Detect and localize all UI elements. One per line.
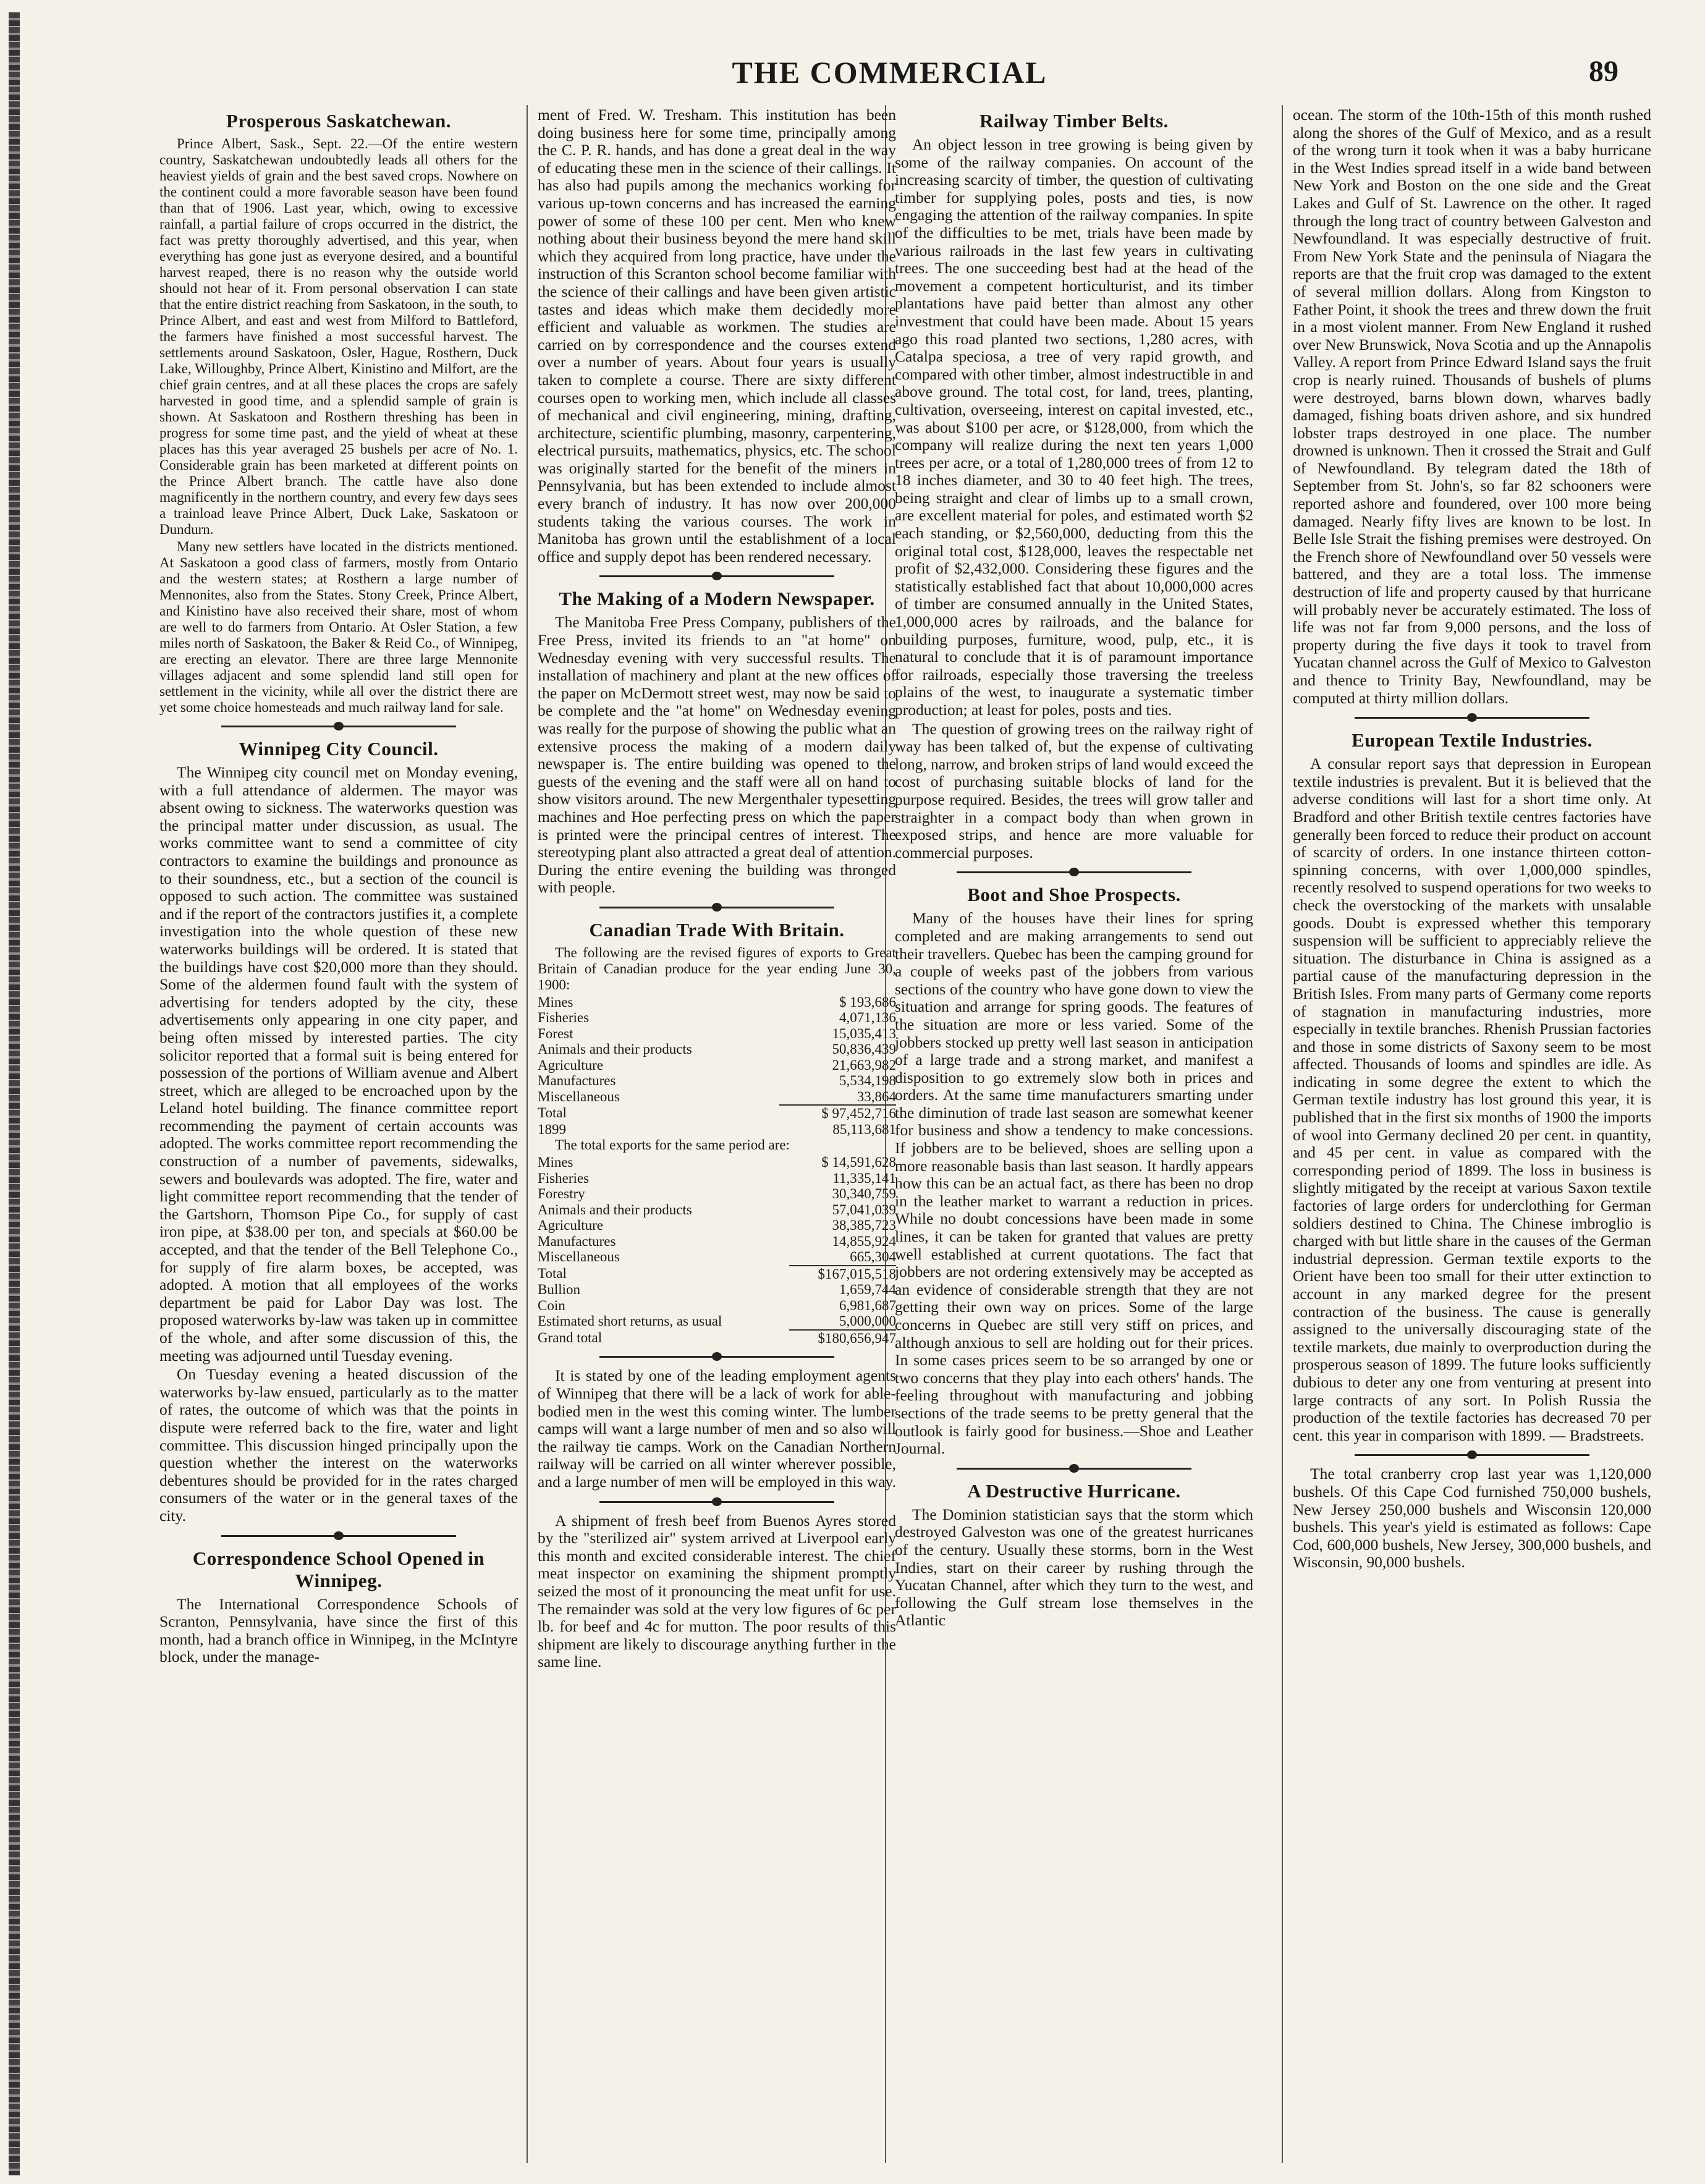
row-value: 21,663,982 — [832, 1057, 896, 1073]
article-title-correspondence-school: Correspondence School Opened in Winnipeg. — [192, 1547, 485, 1591]
row-value: 15,035,413 — [832, 1025, 896, 1041]
article-title-saskatchewan: Prosperous Saskatchewan. — [226, 110, 451, 132]
table-row — [538, 1010, 896, 1026]
article-title-city-council: Winnipeg City Council. — [239, 738, 439, 760]
article-paragraph: The Dominion statistician says that the storm which destroyed Galveston was one of the greatest hurricanes of the century. Usually these storms, born in the West Indies, start on their career by rushing through the Yucatan Channel, after which they turn to the west, and following the Gulf stream lose themselves in the Atlantic — [895, 1505, 1253, 1630]
row-value: 85,113,681 — [832, 1121, 896, 1137]
table-row — [538, 1057, 896, 1073]
row-value: $ 193,686 — [839, 994, 896, 1010]
row-value: 11,335,141 — [832, 1170, 896, 1186]
article-paragraph: ocean. The storm of the 10th-15th of this month rushed along the shores of the Gulf of Mexico, and as a result of the wrong turn it took when it was a baby hurricane in the West Indies spread itself in a wide band between New York and Boston on the one side and the Great Lakes and Gulf of St. Lawrence on the other. It raged through the long tract of country between Galveston and Newfoundland. It was especially destructive of fruit. From New York State and the peninsula of Niagara the reports are that the fruit crop was damaged to the extent of several million dollars. Along from Kingston to Father Point, it shook the trees and threw down the fruit in a most violent manner. From New England it rushed over New Brunswick, Nova Scotia and up the Annapolis Valley. A report from Prince Edward Island says the fruit crop is nearly ruined. Thousands of bushels of plums were destroyed, barns blown down, wharves badly damaged, fishing boats driven ashore, and six hundred lobster traps destroyed in one place. The number drowned is unknown. Then it crossed the Strait and Gulf of Newfoundland. By telegram dated the 18th of September from St. John's, so far 82 schooners were reported ashore and foundered, over 100 more being damaged. Nearly fifty lives are known to be lost. In Belle Isle Strait the fishing premises were destroyed. On the French shore of Newfoundland over 50 vessels were battered, and they are a total loss. The immense destruction of life and property caused by that hurricane will probably never be accurately estimated. The loss of life was not far from 9,000 persons, and the loss of property during the five days it took to travel from Yucatan channel across the Gulf of Mexico to Galveston and thence to Trinity Bay, Newfoundland, may be computed at thirty million dollars. — [1293, 106, 1651, 707]
table-row — [538, 1186, 896, 1202]
row-label: Miscellaneous — [538, 1088, 620, 1104]
article-paragraph: A shipment of fresh beef from Buenos Ayres stored by the "sterilized air" system arrived at Liverpool early this month and excited considerable interest. The chief meat inspector on examining the shipment promptly seized the most of it pronouncing the meat unfit for use. The remainder was sold at the very low figures of 6c per lb. for beef and 4c for mutton. The poor results of this shipment are likely to discourage anything further in the same line. — [538, 1511, 896, 1671]
table-row — [538, 1234, 896, 1250]
table-row — [538, 1073, 896, 1089]
table-row — [538, 1154, 896, 1170]
article-paragraph: The International Correspondence Schools of Scranton, Pennsylvania, have since the first of this month, had a branch office in Winnipeg, in the McIntyre block, under the manage- — [159, 1594, 518, 1666]
article-paragraph: The following are the revised figures of exports to Great Britain of Canadian produce for the year ending June 30, 1900: — [538, 944, 896, 993]
table-row — [538, 1170, 896, 1187]
row-label: Animals and their products — [538, 1041, 692, 1057]
row-label: Manufactures — [538, 1073, 616, 1089]
section-separator — [920, 864, 1229, 880]
table-row — [538, 1202, 896, 1218]
row-label: Total — [538, 1265, 567, 1281]
row-label: Estimated short returns, as usual — [538, 1313, 722, 1329]
row-value: $180,656,947 — [789, 1330, 896, 1347]
row-value: $ 14,591,628 — [821, 1154, 896, 1170]
page-number: 89 — [1589, 55, 1618, 88]
article-paragraph: The total cranberry crop last year was 1,120,000 bushels. Of this Cape Cod furnished 750,000 bushels, New Jersey 250,000 bushels and Wisconsin 120,000 bushels. This year's yield is estimated as follows: Cape Cod, 600,000 bushels, New Jersey, 300,000 bushels, and Wisconsin, 90,000 bushels. — [1293, 1465, 1651, 1572]
table-row — [538, 994, 896, 1010]
row-label: Fisheries — [538, 1010, 590, 1026]
table-row — [538, 1217, 896, 1234]
article-paragraph: ment of Fred. W. Tresham. This institution has been doing business here for some time, principally among the C. P. R. hands, and has done a great deal in the way of educating these men in the science of their callings. It has also had pupils among the mechanics working for various up-town concerns and has increased the earning power of some of these 100 per cent. Men who knew nothing about their business beyond the mere hand skill which they acquired from long practice, have under the instruction of this Scranton school become familiar with the science of their callings and have been given artistic tastes and ideas which make them decidedly more efficient and valuable as workmen. The studies are carried on by correspondence and the courses extend over a number of years. About four years is usually taken to complete a course. There are sixty different courses open to working men, which include all classes of mechanical and civil engineering, mining, drafting, architecture, scientific plumbing, masonry, carpentering, electrical pursuits, mathematics, physics, etc. The school was originally started for the benefit of the miners in Pennsylvania, but has been extended to include almost every branch of industry. It has now over 200,000 students taking the various courses. The work in Manitoba has grown until the establishment of a local office and supply depot has been rendered necessary. — [538, 106, 896, 565]
article-paragraph: Many of the houses have their lines for spring completed and are making arrangements to send out their travellers. Quebec has been the camping ground for a couple of weeks past of the jobbers from various sections of the country who have gone down to view the situation and arrange for spring goods. The features of the situation are more or less varied. Some of the jobbers stocked up pretty well last season in anticipation of a large trade and a strong market, and manifest a disposition to go extremely slow both in prices and orders. At the same time manufacturers smarting under the diminution of trade last season are somewhat keener for business and show a tendency to make concessions. If jobbers are to be believed, shoes are selling upon a more reasonable basis than last season. It hardly appears how this can be an actual fact, as there has been no drop in the leather market to warrant a reduction in prices. While no doubt concessions have been made in some lines, it can be taken for granted that values are pretty well established at current quotations. The fact that jobbers are not ordering extensively may be accepted as an evidence of considerable strength that they are not getting their own way on prices. Some of the large concerns in Quebec are still very stiff on prices, and although anxious to sell are holding out for their prices. In some cases prices seem to be so arranged by one or two concerns that they play into each others' hands. The feeling throughout with manufacturing and jobbing sections of the trade seems to be pretty general that the outlook is fairly good for business.—Shoe and Leather Journal. — [895, 909, 1253, 1458]
article-title-modern-newspaper: The Making of a Modern Newspaper. — [559, 588, 875, 610]
row-label: Miscellaneous — [538, 1249, 620, 1265]
row-value: 1,659,744 — [839, 1282, 896, 1298]
row-value: 30,340,759 — [832, 1186, 896, 1202]
table-row — [538, 1282, 896, 1298]
row-label: Forest — [538, 1025, 573, 1041]
row-label: Animals and their products — [538, 1201, 692, 1217]
masthead — [148, 54, 1631, 98]
row-value: 665,304 — [850, 1249, 896, 1265]
trade-table-britain — [538, 994, 896, 1138]
section-separator — [1318, 1447, 1627, 1463]
article-paragraph: It is stated by one of the leading employment agents of Winnipeg that there will be a lack of work for able-bodied men in the west this coming winter. The lumber camps will want a large number of men and so also will the railway tie camps. Work on the Canadian Northern railway will be carried on all winter wherever possible, and a large number of men will be employed in this way. — [538, 1366, 896, 1491]
section-separator — [562, 1494, 871, 1510]
row-label: Agriculture — [538, 1057, 604, 1073]
article-paragraph: The question of growing trees on the railway right of way has been talked of, but the expense of cultivating long, narrow, and broken strips of land would exceed the cost of purchasing suitable blocks of land for the purpose required. Besides, the trees will grow taller and straighter in a compact body than when grown in exposed strips, and hence are more valuable for commercial purposes. — [895, 719, 1253, 861]
trade-rows — [538, 994, 896, 1106]
article-paragraph: Prince Albert, Sask., Sept. 22.—Of the entire western country, Saskatchewan undoubtedly leads all others for the heaviest yields of grain and the best saved crops. Nowhere on the continent could a more favorable season have been found than that of 1906. Last year, which, owing to excessive rainfall, a partial failure of crops occurred in the district, the fact was pretty thoroughly advertised, and this year, when everything has gone just as everyone desired, and a bountiful harvest reaped, there is no reason why the outside world should not hear of it. From personal observation I can state that the entire district reaching from Saskatoon, in the south, to Prince Albert, and east and west from Milford to Battleford, the farmers have finished a most successful harvest. The settlements around Saskatoon, Osler, Hague, Rosthern, Duck Lake, Willoughby, Prince Albert, Kinistino and Milfort, are the chief grain centres, and at all these places the crops are safely harvested in good time, and a splendid sample of grain is shown. At Saskatoon and Rosthern threshing has been in progress for some time past, and the yield of wheat at these places has this year averaged 25 bushels per acre of No. 1. Considerable grain has been marketed at different points on the Prince Albert branch. The cattle have also done magnificently in the northern country, and every few days sees a trainload leave Prince Albert, Duck Lake, Saskatoon or Dundurn. — [159, 136, 518, 537]
table-row — [538, 1330, 896, 1347]
article-paragraph: An object lesson in tree growing is being given by some of the railway companies. On account of the increasing scarcity of timber, the question of cultivating timber for supplying poles, posts and ties, is now engaging the attention of the railway companies. In spite of the difficulties to be met, trials have been made by various railroads in the last few years in cultivating trees. The one succeeding best had at the head of the movement a competent horticulturist, and its timber plantations have paid better than almost any other investment that could have been made. About 15 years ago this road planted two sections, 1,280 acres, with Catalpa speciosa, a tree of very rapid growth, and compared with other timber, almost indestructible in and above ground. The total cost, for land, trees, planting, cultivation, overseeing, interest on capital invested, etc., was about $100 per acre, or $128,000, from which the company will realize during the next ten years 1,000 trees per acre, or a total of 1,280,000 trees of from 12 to 18 inches diameter, and 30 to 40 feet high. The trees, being straight and clear of limbs up to a small crown, are excellent material for poles, and estimated worth $2 each standing, or $2,560,000, deducting from this the original total cost, $128,000, leaves the respectable net profit of $2,432,000. Considering these figures and the statistically established fact that about 10,000,000 acres of timber are consumed annually in the United States, 1,000,000 acres by railroads, and the balance for building purposes, furniture, wood, pulp, etc., it is natural to conclude that it is of paramount importance for railroads, especially those traversing the treeless plains of the west, to inaugurate a systematic timber production; at least for poles, posts and ties. — [895, 135, 1253, 719]
row-value: 14,855,924 — [832, 1233, 896, 1249]
row-value: 50,836,439 — [832, 1041, 896, 1057]
article-paragraph: The Winnipeg city council met on Monday evening, with a full attendance of aldermen. The mayor was absent owing to sickness. The waterworks question was the principal matter under discussion, as usual. The works committee want to send a committee of city contractors to examine the buildings and pronounce as to their soundness, etc., but a section of the council is opposed to such action. The committee was sustained and if the report of the contractors justifies it, a complete investigation into the whole question of these new waterworks buildings will be ordered. It is stated that the buildings have cost $20,000 more than they should. Some of the aldermen found fault with the system of advertising for tenders adopted by the city, these advertisements only appearing in one city paper, and being often missed by interested parties. The city solicitor reported that a formal suit is being entered for possession of the portions of William avenue and Albert street, which are alleged to be encroached upon by the Leland hotel building. The finance committee report recommending the payment of certain accounts was adopted. The works committee report recommending the construction of a number of pavements, sidewalks, sewers and boulevards was adopted. The fire, water and light committee report recommending that the tender of the Gartshorn, Thomson Pipe Co., for supply of cast iron pipe, at $38.00 per ton, and specials at $60.00 be accepted, and that the tender of the Bell Telephone Co., for supply of fire alarm boxes, be accepted, was adopted. A motion that all employees of the works department be paid for Labor Day was lost. The proposed waterworks by-law was taken up in committee of the whole, and after some discussion of this, the meeting was adjourned until Tuesday evening. — [159, 763, 518, 1365]
trade-rows — [538, 1154, 896, 1266]
article-title-railway-timber: Railway Timber Belts. — [979, 110, 1169, 132]
section-separator — [562, 899, 871, 915]
section-separator — [1318, 709, 1627, 726]
article-paragraph: The total exports for the same period are: — [555, 1137, 790, 1153]
row-label: Total — [538, 1105, 567, 1121]
table-row — [538, 1105, 896, 1122]
column-rule — [1282, 105, 1283, 2163]
row-label: Manufactures — [538, 1233, 616, 1249]
row-label: Grand total — [538, 1329, 603, 1345]
article-paragraph: Many new settlers have located in the districts mentioned. At Saskatoon a good class of farmers, mostly from Ontario and the western states; at Rosthern a large number of Mennonites, also from the States. Stony Creek, Prince Albert, and Kinistino have also received their share, most of whom are well to do farmers from Ontario. At Osler Station, a few miles north of Saskatoon, the Baker & Reid Co., of Winnipeg, are erecting an elevator. There are three large Mennonite villages adjacent and some splendid land still open for settlement in the vicinity, while all over the district there are yet some choice homesteads and much railway land for sale. — [159, 539, 518, 715]
section-separator — [184, 1528, 493, 1544]
column-rule — [527, 105, 528, 2163]
table-row — [538, 1041, 896, 1057]
row-value: $ 97,452,716 — [779, 1105, 896, 1122]
table-row — [538, 1266, 896, 1282]
column-3 — [895, 106, 1253, 2158]
row-value: 57,041,039 — [832, 1201, 896, 1217]
article-title-hurricane: A Destructive Hurricane. — [967, 1479, 1181, 1502]
column-1 — [159, 106, 518, 2158]
row-label: Bullion — [538, 1282, 581, 1298]
row-value: 6,981,687 — [839, 1297, 896, 1313]
row-label: Fisheries — [538, 1170, 590, 1186]
trade-table-total — [538, 1154, 896, 1346]
article-paragraph: The Manitoba Free Press Company, publishers of the Free Press, invited its friends to an "at home" on Wednesday evening with very successful results. The installation of machinery and plant at the new offices of the paper on McDermott street west, may now be said to be complete and the "at home" on Wednesday evening was really for the purpose of showing the public what an extensive process the making of a modern daily newspaper is. The entire building was opened to the guests of the evening and the staff were all on hand to show visitors around. The new Mergenthaler typesetting machines and Hoe perfecting press on which the paper is printed were the principal centres of interest. The stereotyping plant also attracted a great deal of attention. During the entire evening the building was thronged with people. — [538, 613, 896, 897]
section-separator — [920, 1460, 1229, 1476]
row-label: 1899 — [538, 1121, 566, 1137]
table-row — [538, 1249, 896, 1266]
row-value: 5,000,000 — [839, 1313, 896, 1329]
row-label: Mines — [538, 1154, 573, 1170]
row-value: 4,071,136 — [839, 1010, 896, 1026]
row-value: 33,864 — [857, 1088, 896, 1104]
table-row — [538, 1026, 896, 1042]
publication-title: THE COMMERCIAL — [732, 55, 1047, 90]
section-separator — [562, 1348, 871, 1365]
article-title-boot-shoe: Boot and Shoe Prospects. — [967, 884, 1181, 906]
article-paragraph: A consular report says that depression in European textile industries is prevalent. But it is believed that the adverse conditions will last for a short time only. At Bradford and other British textile centres factories have generally been forced to reduce their product on account of scarcity of orders. In one instance thirteen cotton-spinning concerns, with over 1,000,000 spindles, recently resolved to suspend operations for two weeks to check the overstocking of the markets with unsalable goods. Doubt is expressed whether this temporary suspension will be sufficient to appreciably relieve the situation. The disturbance in China is assigned as a partial cause of the manufacturing depression in the British Isles. From many parts of Germany come reports of stagnation in manufacturing industries, more especially in textile branches. Rhenish Prussian factories and those in some districts of Saxony seem to be most affected. Thousands of looms and spindles are idle. As indicating in some degree the extent to which the German textile industry has lost ground this year, it is published that in the first six months of 1900 the imports of wool into Germany declined 20 per cent. in quantity, and 45 per cent. in value as compared with the corresponding period of 1899. The loss in business is slightly mitigated by the receipt at various Saxon textile factories of large orders for underclothing for German soldiers destined to China. The Chinese imbroglio is charged with but little share in the causes of the German industrial depression. German textile exports to the Orient have been too small for their utter extinction to account in any marked degree for the present contraction of the business. The cause is generally assigned to the universally discouraging state of the textile markets, due mainly to overproduction during the prosperous season of 1899. The future looks sufficiently dubious to deter any one from venturing at present into large contracts of any sort. In Polish Russia the production of the textile factories has decreased 70 per cent. this year in comparison with 1899. — Bradstreets. — [1293, 755, 1651, 1444]
row-label: Coin — [538, 1297, 565, 1313]
row-label: Agriculture — [538, 1217, 604, 1234]
binding-edge — [9, 12, 20, 2175]
table-row — [538, 1089, 896, 1106]
article-title-trade-britain: Canadian Trade With Britain. — [589, 918, 845, 941]
row-value: 5,534,198 — [839, 1073, 896, 1089]
article-paragraph: On Tuesday evening a heated discussion of the waterworks by-law ensued, particularly as to the matter of rates, the outcome of which was that the points in dispute were referred back to the fire, water and light committee. This discussion hinged principally upon the question whether the interest on the waterworks debentures should be provided for in the rates charged consumers of the water or in the general taxes of the city. — [159, 1365, 518, 1525]
section-separator — [184, 718, 493, 734]
column-4 — [1293, 106, 1651, 2158]
section-separator — [562, 568, 871, 584]
column-2 — [538, 106, 896, 2158]
table-row — [538, 1298, 896, 1314]
table-row — [538, 1313, 896, 1330]
row-label: Forestry — [538, 1186, 585, 1202]
table-row — [538, 1122, 896, 1138]
row-label: Mines — [538, 994, 573, 1010]
row-value: 38,385,723 — [832, 1217, 896, 1234]
row-value: $167,015,518 — [789, 1266, 896, 1282]
article-title-european-textile: European Textile Industries. — [1352, 729, 1593, 751]
